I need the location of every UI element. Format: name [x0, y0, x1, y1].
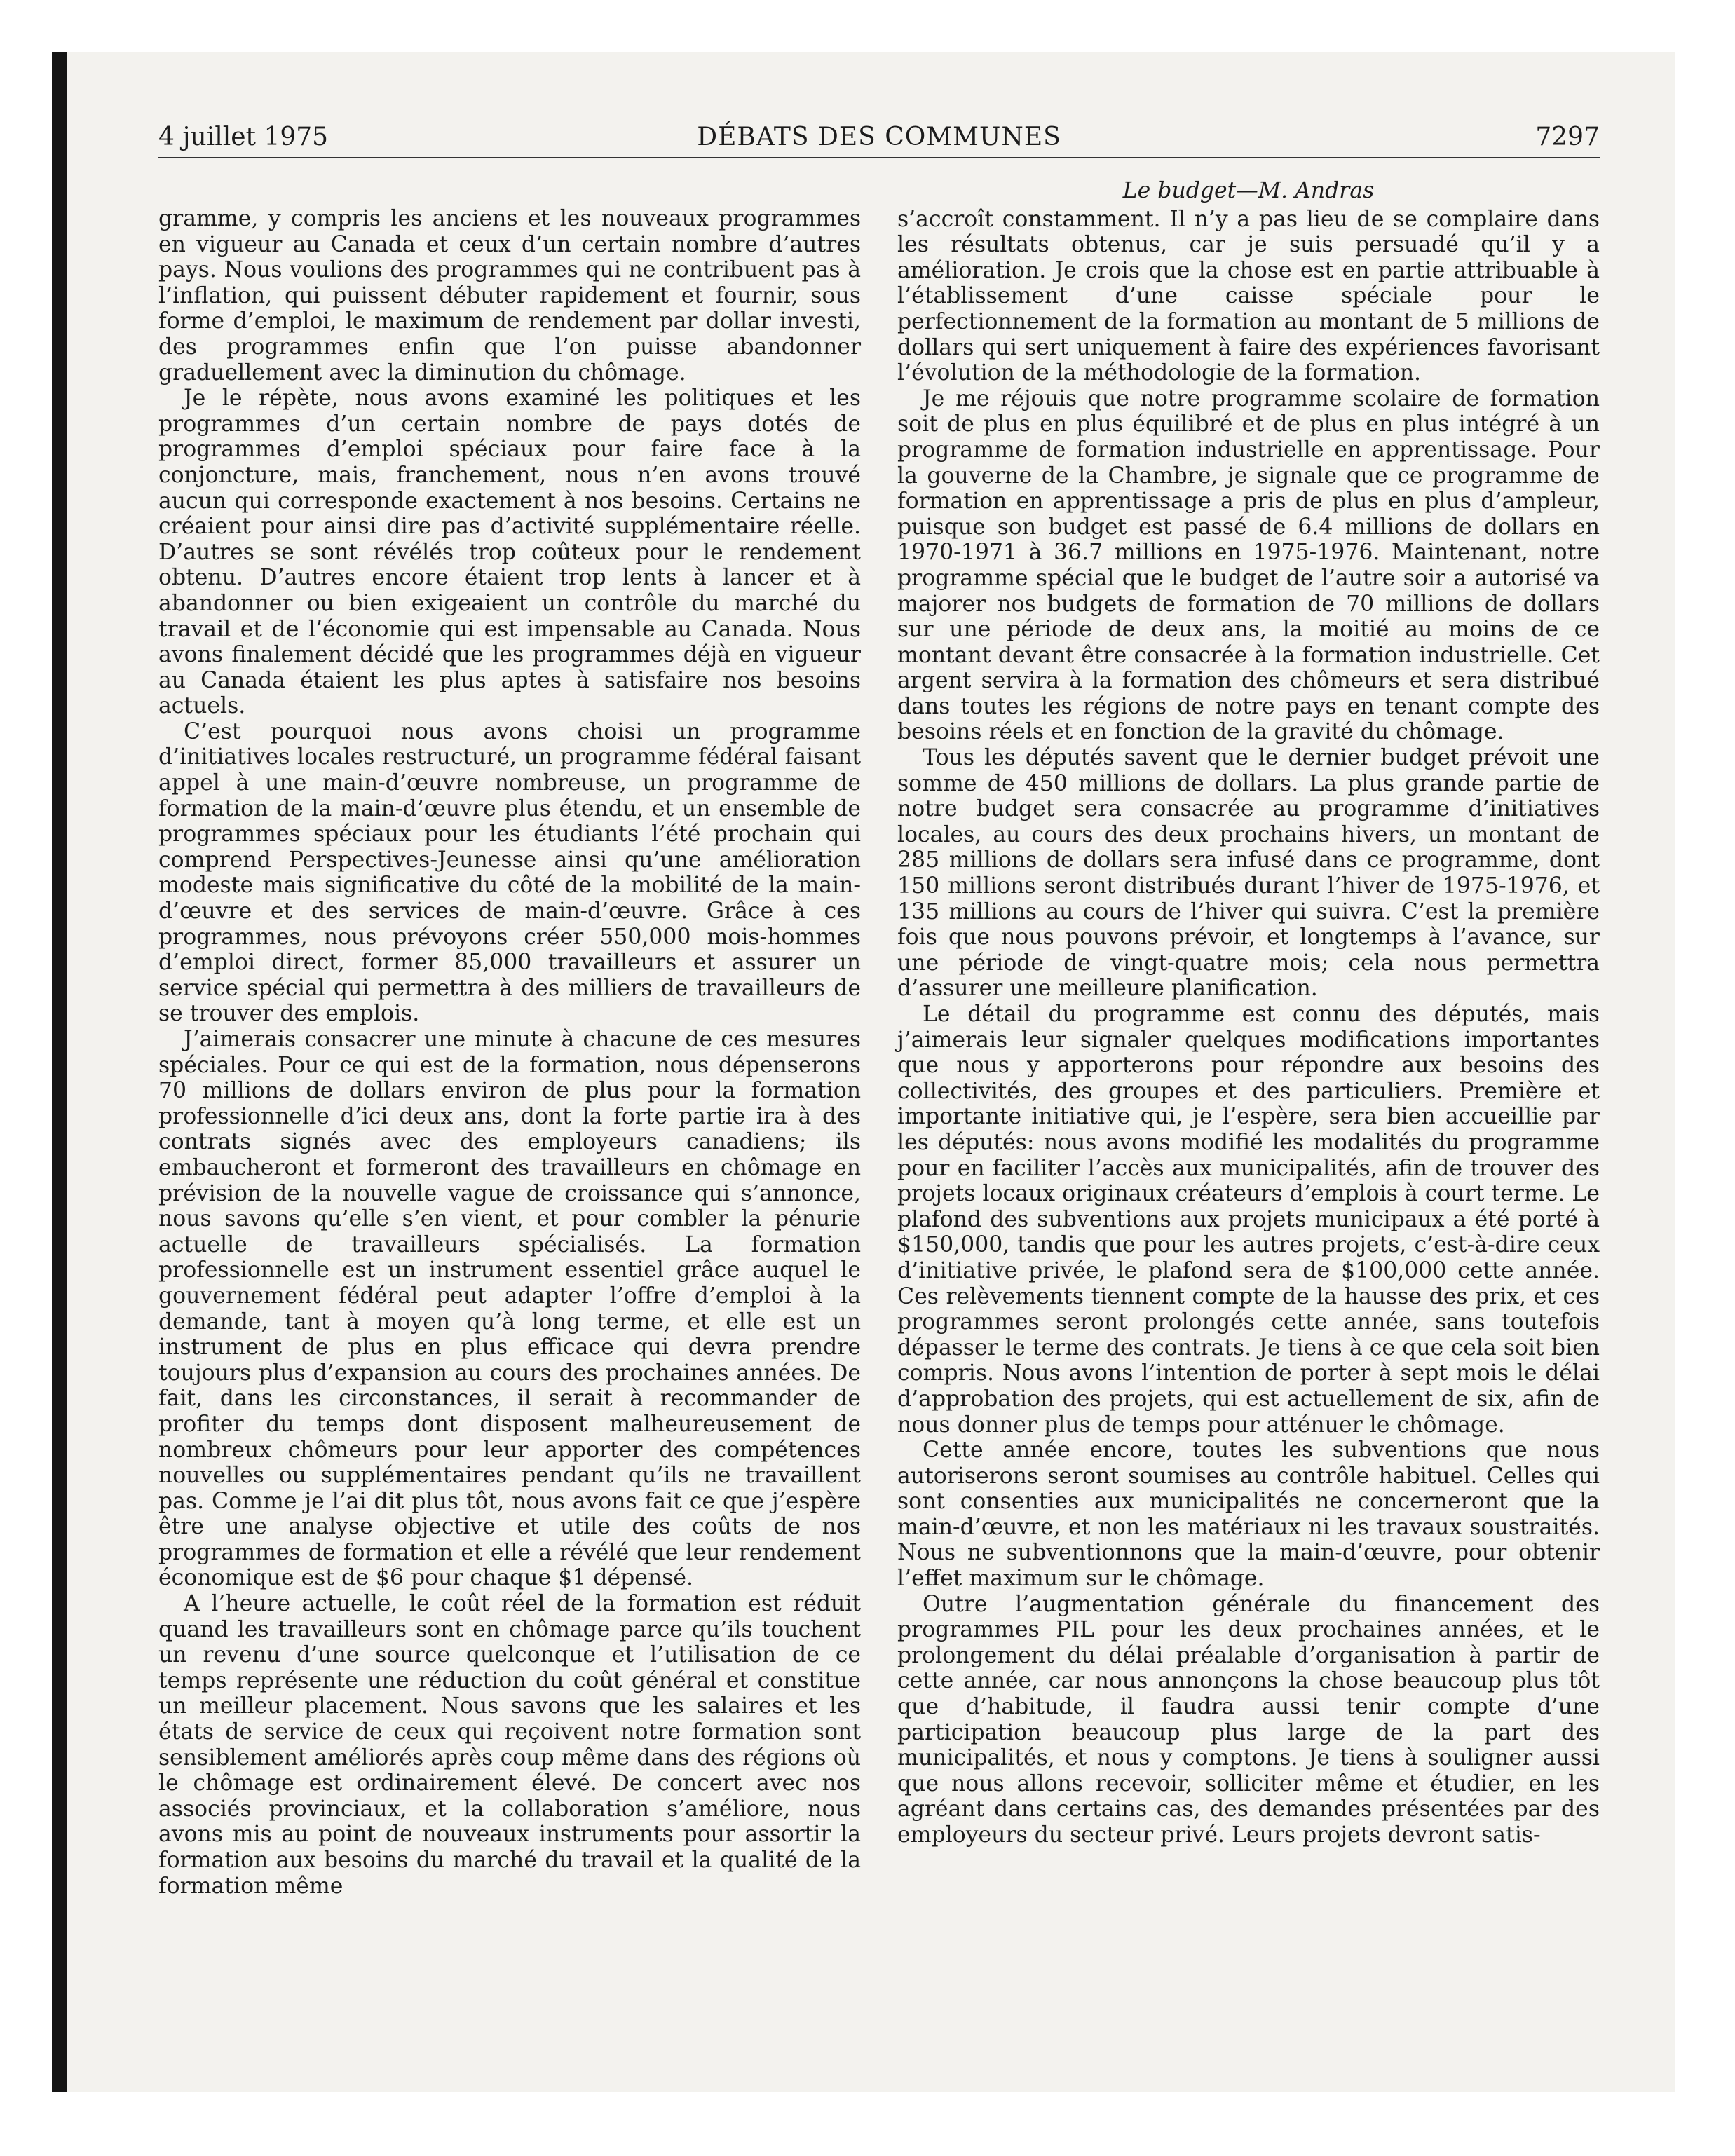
paragraph: C’est pourquoi nous avons choisi un programme d’initiatives locales restructuré, un programme fédéral faisant appel à une main-d’œuvre nombreuse, un programme de formation de la main-d’œuvre plus étendu, et un ensemble de programmes spéciaux pour les étudiants l’été prochain qui comprend Perspectives-Jeunesse ainsi qu’une amélioration modeste mais significative du côté de la mobilité de la main-d’œuvre et des services de main-d’œuvre. Grâce à ces programmes, nous prévoyons créer 550,000 mois-hommes d’emploi direct, former 85,000 travailleurs et assurer un service spécial qui permettra à des milliers de travailleurs de se trouver des emplois.	[158, 718, 861, 1027]
paragraph: s’accroît constamment. Il n’y a pas lieu de se complaire dans les résultats obtenus, car je suis persuadé qu’il y a amélioration. Je crois que la chose est en partie attribuable à l’établissement d’une caisse spéciale pour le perfectionnement de la formation au montant de 5 millions de dollars qui sert uniquement à faire des expériences favorisant l’évolution de la méthodologie de la formation.	[897, 206, 1600, 386]
paragraph: Cette année encore, toutes les subventions que nous autoriserons seront soumises au contrôle habituel. Celles qui sont consenties aux municipalités ne concerneront que la main-d’œuvre, et non les matériaux ni les travaux soustraités. Nous ne subventionnons que la main-d’œuvre, pour obtenir l’effet maximum sur le chômage.	[897, 1438, 1600, 1592]
left-column	[158, 206, 861, 1899]
paragraph: Tous les députés savent que le dernier budget prévoit une somme de 450 millions de dollars. La plus grande partie de notre budget sera consacrée au programme d’initiatives locales, au cours des deux prochains hivers, un montant de 285 millions de dollars sera infusé dans ce programme, dont 150 millions seront distribués durant l’hiver de 1975-1976, et 135 millions au cours de l’hiver qui suivra. C’est la première fois que nous pouvons prévoir, et longtemps à l’avance, sur une période de vingt-quatre mois; cela nous permettra d’assurer une meilleure planification.	[897, 745, 1600, 1002]
paragraph: A l’heure actuelle, le coût réel de la formation est réduit quand les travailleurs sont en chômage parce qu’ils touchent un revenu d’une source quelconque et l’utilisation de ce temps représente une réduction du coût général et constitue un meilleur placement. Nous savons que les salaires et les états de service de ceux qui reçoivent notre formation sont sensiblement améliorés après coup même dans des régions où le chômage est ordinairement élevé. De concert avec nos associés provinciaux, et la collaboration s’améliore, nous avons mis au point de nouveaux instruments pour assortir la formation aux besoins du marché du travail et la qualité de la formation même	[158, 1591, 861, 1899]
section-heading: Le budget—M. Andras	[1122, 178, 1375, 203]
paragraph: J’aimerais consacrer une minute à chacune de ces mesures spéciales. Pour ce qui est de la formation, nous dépenserons 70 millions de dollars environ de plus pour la formation professionnelle d’ici deux ans, dont la forte partie ira à des contrats signés avec des employeurs canadiens; ils embaucheront et formeront des travailleurs en chômage en prévision de la nouvelle vague de croissance qui s’annonce, nous savons qu’elle s’en vient, et pour combler la pénurie actuelle de travailleurs spécialisés. La formation professionnelle est un instrument essentiel grâce auquel le gouvernement fédéral peut adapter l’offre d’emploi à la demande, tant à moyen qu’à long terme, et elle est un instrument de plus en plus efficace qui devra prendre toujours plus d’expansion au cours des prochaines années. De fait, dans les circonstances, il serait à recommander de profiter du temps dont disposent malheureusement de nombreux chômeurs pour leur apporter des compétences nouvelles ou supplémentaires pendant qu’ils ne travaillent pas. Comme je l’ai dit plus tôt, nous avons fait ce que j’espère être une analyse objective et utile des coûts de nos programmes de formation et elle a révélé que leur rendement économique est de $6 pour chaque $1 dépensé.	[158, 1027, 861, 1591]
page-number: 7297	[1535, 123, 1600, 151]
paragraph: Le détail du programme est connu des députés, mais j’aimerais leur signaler quelques modifications importantes que nous y apporterons pour répondre aux besoins des collectivités, des groupes et des particuliers. Première et importante initiative qui, je l’espère, sera bien accueillie par les députés: nous avons modifié les modalités du programme pour en faciliter l’accès aux municipalités, afin de trouver des projets locaux originaux créateurs d’emplois à court terme. Le plafond des subventions aux projets municipaux a été porté à $150,000, tandis que pour les autres projets, c’est-à-dire ceux d’initiative privée, le plafond sera de $100,000 cette année. Ces relèvements tiennent compte de la hausse des prix, et ces programmes seront prolongés cette année, sans toutefois dépasser le terme des contrats. Je tiens à ce que cela soit bien compris. Nous avons l’intention de porter à sept mois le délai d’approbation des projets, qui est actuellement de six, afin de nous donner plus de temps pour atténuer le chômage.	[897, 1002, 1600, 1438]
paragraph: Outre l’augmentation générale du financement des programmes PIL pour les deux prochaines années, et le prolongement du délai préalable d’organisation à partir de cette année, car nous annonçons la chose beaucoup plus tôt que d’habitude, il faudra aussi tenir compte d’une participation beaucoup plus large de la part des municipalités, et nous y comptons. Je tiens à souligner aussi que nous allons recevoir, solliciter même et étudier, en les agréant dans certains cas, des demandes présentées par des employeurs du secteur privé. Leurs projets devront satis-	[897, 1591, 1600, 1848]
binding-edge	[52, 52, 67, 2092]
paragraph: gramme, y compris les anciens et les nouveaux programmes en vigueur au Canada et ceux d’un certain nombre d’autres pays. Nous voulions des programmes qui ne contribuent pas à l’inflation, qui puissent débuter rapidement et fournir, sous forme d’emploi, le maximum de rendement par dollar investi, des programmes enfin que l’on puisse abandonner graduellement avec la diminution du chômage.	[158, 206, 861, 386]
running-head	[158, 119, 1600, 158]
paragraph: Je me réjouis que notre programme scolaire de formation soit de plus en plus équilibré et de plus en plus intégré à un programme de formation industrielle en apprentissage. Pour la gouverne de la Chambre, je signale que ce programme de formation en apprentissage a pris de plus en plus d’ampleur, puisque son budget est passé de 6.4 millions de dollars en 1970-1971 à 36.7 millions en 1975-1976. Maintenant, notre programme spécial que le budget de l’autre soir a autorisé va majorer nos budgets de formation de 70 millions de dollars sur une période de deux ans, la moitié au moins de ce montant devant être consacrée à la formation industrielle. Cet argent servira à la formation des chômeurs et sera distribué dans toutes les régions de notre pays en tenant compte des besoins réels et en fonction de la gravité du chômage.	[897, 386, 1600, 745]
header-date: 4 juillet 1975	[158, 123, 329, 151]
paragraph: Je le répète, nous avons examiné les politiques et les programmes d’un certain nombre de pays dotés de programmes d’emploi spéciaux pour faire face à la conjoncture, mais, franchement, nous n’en avons trouvé aucun qui corresponde exactement à nos besoins. Certains ne créaient pour ainsi dire pas d’activité supplémentaire réelle. D’autres se sont révélés trop coûteux pour le rendement obtenu. D’autres encore étaient trop lents à lancer et à abandonner ou bien exigeaient un contrôle du marché du travail et de l’économie qui est impensable au Canada. Nous avons finalement décidé que les programmes déjà en vigueur au Canada étaient les plus aptes à satisfaire nos besoins actuels.	[158, 386, 861, 719]
publication-title: DÉBATS DES COMMUNES	[697, 123, 1061, 151]
right-column	[897, 178, 1600, 1848]
